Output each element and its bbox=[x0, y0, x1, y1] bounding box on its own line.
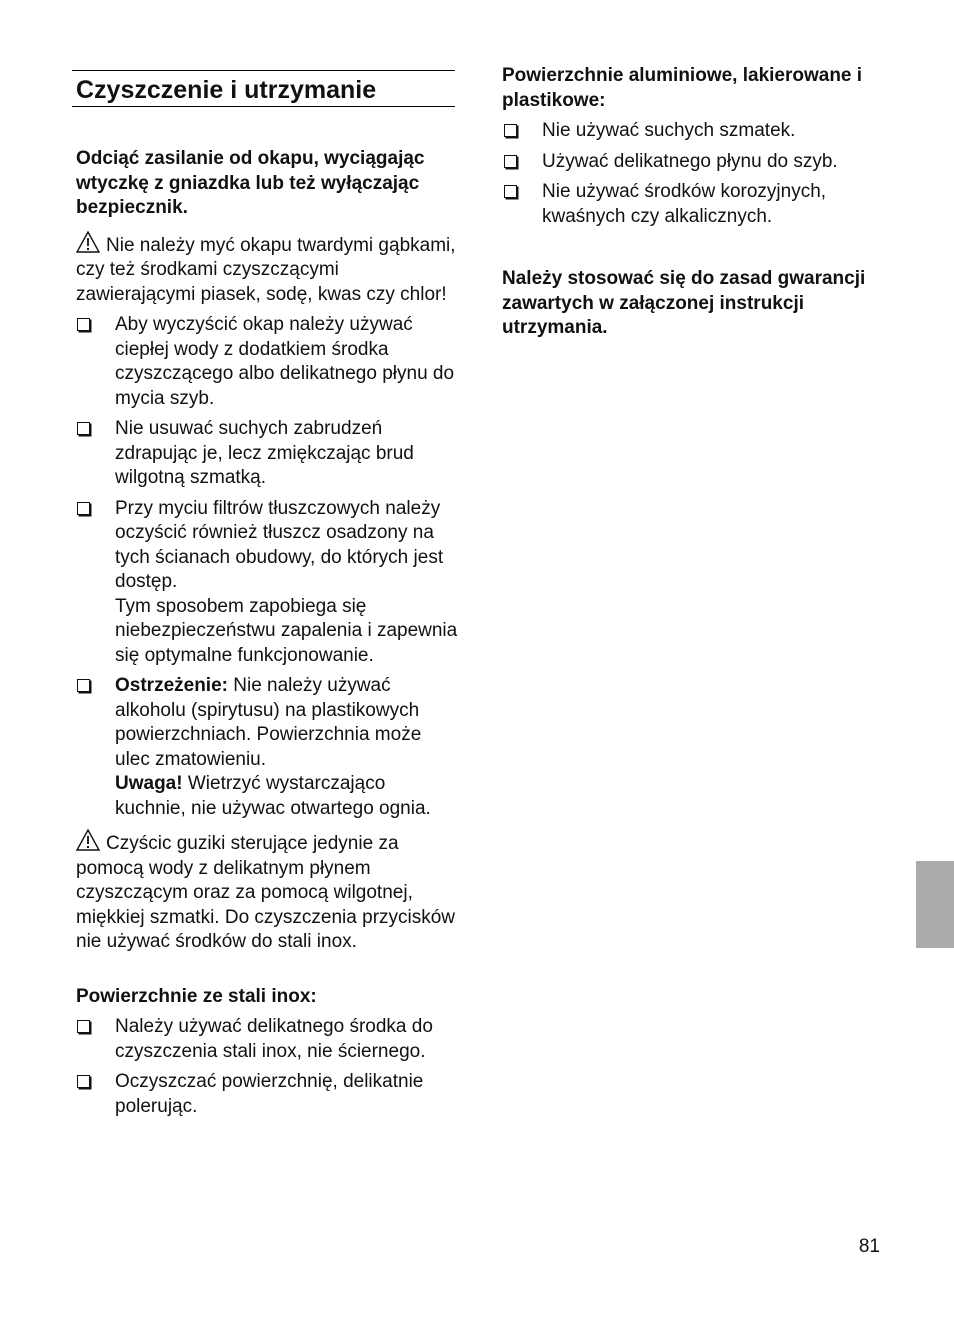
checkbox-bullet-icon bbox=[77, 1020, 90, 1033]
page-title: Czyszczenie i utrzymanie bbox=[76, 76, 377, 104]
list-item-text: Aby wyczyścić okap należy używać ciepłej wody z dodatkiem środka czyszczącego albo delikatnego płynu do mycia szyb. bbox=[115, 314, 455, 409]
checkbox-bullet-icon bbox=[77, 679, 90, 692]
checkbox-bullet-icon bbox=[77, 318, 90, 331]
list-item-text: Nie usuwać suchych zabrudzeń zdrapując je, lecz zmiękczając brud wilgotną szmatką. bbox=[115, 418, 414, 488]
surfaces-heading: Powierzchnie aluminiowe, lakierowane i plastikowe: bbox=[502, 65, 863, 111]
section-tab-marker bbox=[916, 861, 954, 948]
warning-paragraph-2 bbox=[72, 829, 458, 955]
right-column bbox=[502, 64, 882, 341]
list-item bbox=[72, 1015, 458, 1064]
title-rule bbox=[72, 70, 455, 107]
list-item-text: Nie używać suchych szmatek. bbox=[542, 120, 796, 141]
list-item-text: Nie używać środków korozyjnych, kwaśnych czy alkalicznych. bbox=[542, 181, 827, 227]
list-item bbox=[502, 150, 882, 175]
checkbox-bullet-icon bbox=[504, 155, 517, 168]
warning-label: Ostrzeżenie: bbox=[115, 675, 228, 696]
checkbox-bullet-icon bbox=[77, 1075, 90, 1088]
warning-text-1: Nie należy myć okapu twardymi gąbkami, czy też środkami czyszczącymi zawierającymi piasek, sodę, kwas czy chlor! bbox=[76, 234, 456, 305]
checkbox-bullet-icon bbox=[504, 185, 517, 198]
list-item bbox=[72, 313, 458, 411]
list-item bbox=[502, 180, 882, 229]
checkbox-bullet-icon bbox=[77, 502, 90, 515]
caution-note bbox=[115, 772, 458, 821]
page-number: 81 bbox=[858, 1236, 880, 1257]
list-item-text: Oczyszczać powierzchnię, delikatnie polerując. bbox=[115, 1071, 424, 1117]
inox-heading: Powierzchnie ze stali inox: bbox=[76, 985, 317, 1007]
caution-label: Uwaga! bbox=[115, 773, 183, 794]
list-item-text-continued: Tym sposobem zapobiega się niebezpieczeństwu zapalenia i zapewnia się optymalne funkcjonowanie. bbox=[115, 595, 458, 666]
list-item bbox=[72, 417, 458, 491]
list-item bbox=[502, 119, 882, 144]
checkbox-bullet-icon bbox=[77, 422, 90, 435]
list-item-text: Należy używać delikatnego środka do czyszczenia stali inox, nie ściernego. bbox=[115, 1016, 433, 1062]
warning-note bbox=[115, 674, 458, 772]
warning-text-2: Czyścic guziki sterujące jedynie za pomocą wody z delikatnym płynem czyszczącym oraz za pomocą wilgotnej, miękkiej szmatki. Do czyszczenia przycisków nie używać środków do stali inox. bbox=[76, 833, 456, 952]
list-item bbox=[72, 497, 458, 669]
list-item-text: Używać delikatnego płynu do szyb. bbox=[542, 150, 838, 172]
caution-note-text: Wietrzyć wystarczająco kuchnie, nie używac otwartego ognia. bbox=[115, 773, 431, 819]
left-column bbox=[72, 70, 458, 1119]
list-item-text: Przy myciu filtrów tłuszczowych należy oczyścić również tłuszcz osadzony na tych ścianach obudowy, do których jest dostęp. bbox=[115, 497, 444, 592]
checkbox-bullet-icon bbox=[504, 124, 517, 137]
guarantee-note: Należy stosować się do zasad gwarancji zawartych w załączonej instrukcji utrzymania. bbox=[502, 268, 866, 338]
intro-bold-text: Odciąć zasilanie od okapu, wyciągając wtyczkę z gniazdka lub też wyłączając bezpiecznik. bbox=[76, 148, 425, 218]
warning-paragraph-1 bbox=[72, 231, 458, 308]
warning-triangle-icon bbox=[76, 231, 100, 253]
warning-note-text: Nie należy używać alkoholu (spirytusu) na plastikowych powierzchniach. Powierzchnia może ulec zmatowieniu. bbox=[115, 675, 422, 770]
list-item bbox=[72, 674, 458, 821]
list-item bbox=[72, 1070, 458, 1119]
warning-triangle-icon bbox=[76, 829, 100, 851]
